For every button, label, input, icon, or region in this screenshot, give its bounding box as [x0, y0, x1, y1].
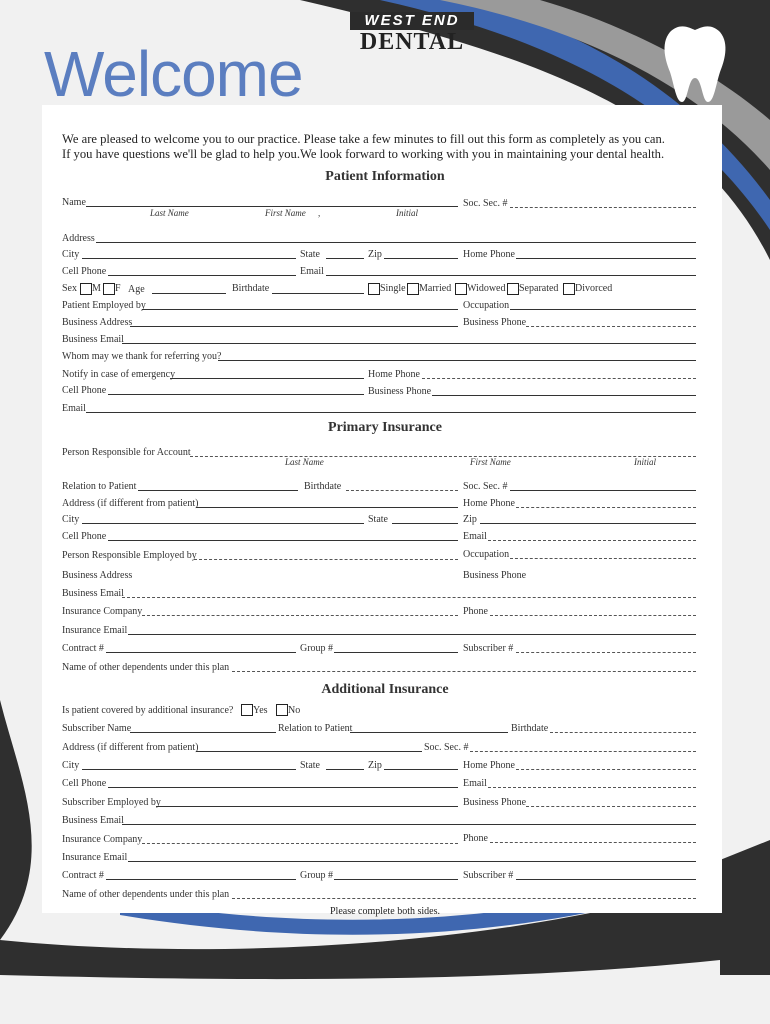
pi-insurance-email-label: Insurance Email	[62, 625, 128, 636]
married-checkbox[interactable]	[407, 283, 419, 295]
birthdate-field[interactable]	[272, 293, 364, 294]
ai-dependents-label: Name of other dependents under this plan	[62, 889, 230, 900]
em-business-phone-label: Business Phone	[368, 386, 432, 397]
ai-email-field[interactable]	[488, 787, 696, 788]
em-cell-phone-field[interactable]	[108, 394, 364, 395]
divorced-checkbox[interactable]	[563, 283, 575, 295]
single-checkbox[interactable]	[368, 283, 380, 295]
pi-city-field[interactable]	[82, 523, 364, 524]
ai-soc-sec-field[interactable]	[470, 751, 696, 752]
ai-employed-by-field[interactable]	[156, 806, 458, 807]
footer-note: Please complete both sides.	[330, 906, 440, 917]
pi-dependents-field[interactable]	[232, 671, 696, 672]
single-label: Single	[380, 283, 406, 294]
ai-phone-field[interactable]	[490, 842, 696, 843]
pi-zip-field[interactable]	[480, 523, 696, 524]
business-email-label: Business Email	[62, 334, 124, 345]
pi-business-phone-label: Business Phone	[463, 570, 527, 581]
em-email-field[interactable]	[86, 412, 696, 413]
ai-insurance-company-field[interactable]	[142, 843, 458, 844]
ai-zip-field[interactable]	[384, 769, 458, 770]
ai-contract-field[interactable]	[106, 879, 296, 880]
widowed-label: Widowed	[467, 283, 506, 294]
name-label: Name	[62, 197, 86, 208]
cell-phone-label: Cell Phone	[62, 266, 107, 277]
pi-phone-label: Phone	[463, 606, 488, 617]
ai-state-field[interactable]	[326, 769, 364, 770]
pi-home-phone-field[interactable]	[516, 507, 696, 508]
pi-subscriber-field[interactable]	[516, 652, 696, 653]
pi-first-name-caption: First Name	[470, 457, 511, 467]
soc-sec-label: Soc. Sec. #	[463, 198, 508, 209]
separated-checkbox[interactable]	[507, 283, 519, 295]
ai-home-phone-label: Home Phone	[463, 760, 515, 771]
ai-relation-field[interactable]	[350, 732, 508, 733]
age-label: Age	[128, 284, 145, 295]
ai-business-email-field[interactable]	[122, 824, 696, 825]
pi-insurance-company-label: Insurance Company	[62, 606, 143, 617]
pi-insurance-email-field[interactable]	[128, 634, 696, 635]
email-field[interactable]	[326, 275, 696, 276]
ai-city-label: City	[62, 760, 80, 771]
pi-email-field[interactable]	[488, 540, 696, 541]
ai-insurance-email-label: Insurance Email	[62, 852, 128, 863]
ai-soc-sec-label: Soc. Sec. #	[424, 742, 469, 753]
pi-occupation-field[interactable]	[510, 558, 696, 559]
sex-m-checkbox[interactable]	[80, 283, 92, 295]
ai-relation-label: Relation to Patient	[278, 723, 353, 734]
responsible-field[interactable]	[190, 456, 696, 457]
pi-business-address-label: Business Address	[62, 570, 133, 581]
pi-home-phone-label: Home Phone	[463, 498, 515, 509]
pi-address-label: Address (if different from patient)	[62, 498, 199, 509]
pi-occupation-label: Occupation	[463, 549, 510, 560]
pi-contract-field[interactable]	[106, 652, 296, 653]
pi-state-field[interactable]	[392, 523, 458, 524]
pi-insurance-company-field[interactable]	[142, 615, 458, 616]
sex-f-checkbox[interactable]	[103, 283, 115, 295]
pi-relation-field[interactable]	[138, 490, 298, 491]
ai-subscriber-name-label: Subscriber Name	[62, 723, 132, 734]
business-email-field[interactable]	[122, 343, 696, 344]
age-field[interactable]	[152, 293, 226, 294]
address-field[interactable]	[96, 242, 696, 243]
sex-f-label: F	[115, 283, 121, 294]
pi-phone-field[interactable]	[490, 615, 696, 616]
ai-group-label: Group #	[300, 870, 334, 881]
sex-label: Sex	[62, 283, 77, 294]
pi-group-label: Group #	[300, 643, 334, 654]
pi-city-label: City	[62, 514, 80, 525]
address-label: Address	[62, 233, 95, 244]
married-label: Married	[419, 283, 452, 294]
ai-birthdate-label: Birthdate	[511, 723, 549, 734]
state-label: State	[300, 249, 320, 260]
referral-field[interactable]	[218, 360, 696, 361]
pi-birthdate-field[interactable]	[346, 490, 458, 491]
comma-caption: ,	[318, 208, 321, 218]
intro-text	[62, 132, 722, 162]
sex-m-label: M	[92, 283, 101, 294]
pi-soc-sec-label: Soc. Sec. #	[463, 481, 508, 492]
pi-business-email-field[interactable]	[122, 597, 696, 598]
birthdate-label: Birthdate	[232, 283, 270, 294]
ai-subscriber-name-field[interactable]	[130, 732, 276, 733]
pi-relation-label: Relation to Patient	[62, 481, 137, 492]
business-phone-label: Business Phone	[463, 317, 527, 328]
welcome-heading: Welcome	[44, 38, 303, 110]
ai-business-email-label: Business Email	[62, 815, 124, 826]
employed-by-label: Patient Employed by	[62, 300, 146, 311]
pi-contract-label: Contract #	[62, 643, 104, 654]
ai-subscriber-label: Subscriber #	[463, 870, 514, 881]
home-phone-label: Home Phone	[463, 249, 515, 260]
patient-info-title: Patient Information	[325, 169, 445, 184]
pi-subscriber-label: Subscriber #	[463, 643, 514, 654]
covered-no-label: No	[288, 705, 301, 716]
zip-label: Zip	[368, 249, 382, 260]
ai-cell-phone-label: Cell Phone	[62, 778, 107, 789]
covered-yes-label: Yes	[253, 705, 268, 716]
ai-zip-label: Zip	[368, 760, 382, 771]
ai-phone-label: Phone	[463, 833, 488, 844]
ai-contract-label: Contract #	[62, 870, 104, 881]
email-label: Email	[300, 266, 324, 277]
pi-email-label: Email	[463, 531, 487, 542]
intro-line-2: If you have questions we'll be glad to help you.We look forward to working with you in maintaining your dental health.	[62, 147, 665, 161]
name-field[interactable]	[86, 206, 458, 207]
initial-caption: Initial	[396, 208, 418, 218]
ai-business-phone-label: Business Phone	[463, 797, 527, 808]
ai-address-label: Address (if different from patient)	[62, 742, 199, 753]
primary-insurance-title: Primary Insurance	[328, 420, 442, 435]
employed-by-field[interactable]	[142, 309, 458, 310]
ai-email-label: Email	[463, 778, 487, 789]
pi-soc-sec-field[interactable]	[510, 490, 696, 491]
ai-insurance-company-label: Insurance Company	[62, 834, 143, 845]
covered-label: Is patient covered by additional insurance?	[62, 705, 234, 716]
ai-dependents-field[interactable]	[232, 898, 696, 899]
covered-no-checkbox[interactable]	[276, 704, 288, 716]
em-cell-phone-label: Cell Phone	[62, 385, 107, 396]
ai-business-phone-field[interactable]	[526, 806, 696, 807]
logo-top-text: WEST END	[350, 12, 474, 30]
last-name-caption: Last Name	[150, 208, 189, 218]
tooth-icon	[660, 22, 730, 104]
ai-birthdate-field[interactable]	[550, 732, 696, 733]
pi-state-label: State	[368, 514, 388, 525]
pi-employed-by-label: Person Responsible Employed by	[62, 550, 197, 561]
ai-address-field[interactable]	[196, 751, 422, 752]
ai-state-label: State	[300, 760, 320, 771]
city-field[interactable]	[82, 258, 296, 259]
ai-city-field[interactable]	[82, 769, 296, 770]
occupation-field[interactable]	[510, 309, 696, 310]
ai-home-phone-field[interactable]	[516, 769, 696, 770]
pi-business-email-label: Business Email	[62, 588, 124, 599]
intro-line-1: We are pleased to welcome you to our practice. Please take a few minutes to fill out this form as completely as you can.	[62, 132, 665, 146]
pi-address-field[interactable]	[196, 507, 458, 508]
business-address-label: Business Address	[62, 317, 133, 328]
emergency-field[interactable]	[170, 378, 364, 379]
covered-yes-checkbox[interactable]	[241, 704, 253, 716]
em-home-phone-field[interactable]	[422, 378, 696, 379]
pi-group-field[interactable]	[334, 652, 458, 653]
cell-phone-field[interactable]	[108, 275, 296, 276]
home-phone-field[interactable]	[516, 258, 696, 259]
state-field[interactable]	[326, 258, 364, 259]
em-email-label: Email	[62, 403, 86, 414]
pi-cell-phone-field[interactable]	[108, 540, 458, 541]
logo-bottom-text: DENTAL	[359, 29, 465, 55]
zip-field[interactable]	[384, 258, 458, 259]
ai-insurance-email-field[interactable]	[128, 861, 696, 862]
first-name-caption: First Name	[265, 208, 306, 218]
business-address-field[interactable]	[130, 326, 458, 327]
soc-sec-field[interactable]	[510, 207, 696, 208]
pi-last-name-caption: Last Name	[285, 457, 324, 467]
pi-dependents-label: Name of other dependents under this plan	[62, 662, 230, 673]
ai-group-field[interactable]	[334, 879, 458, 880]
pi-employed-by-field[interactable]	[194, 559, 458, 560]
referral-label: Whom may we thank for referring you?	[62, 351, 222, 362]
occupation-label: Occupation	[463, 300, 510, 311]
logo	[350, 12, 474, 56]
pi-initial-caption: Initial	[634, 457, 656, 467]
pi-birthdate-label: Birthdate	[304, 481, 342, 492]
city-label: City	[62, 249, 80, 260]
business-phone-field[interactable]	[526, 326, 696, 327]
ai-subscriber-field[interactable]	[516, 879, 696, 880]
ai-cell-phone-field[interactable]	[108, 787, 458, 788]
additional-insurance-title: Additional Insurance	[321, 682, 449, 697]
em-home-phone-label: Home Phone	[368, 369, 420, 380]
ai-employed-by-label: Subscriber Employed by	[62, 797, 161, 808]
em-business-phone-field[interactable]	[432, 395, 696, 396]
divorced-label: Divorced	[575, 283, 613, 294]
emergency-label: Notify in case of emergency	[62, 369, 176, 380]
widowed-checkbox[interactable]	[455, 283, 467, 295]
responsible-label: Person Responsible for Account	[62, 447, 191, 458]
separated-label: Separated	[519, 283, 559, 294]
pi-cell-phone-label: Cell Phone	[62, 531, 107, 542]
pi-zip-label: Zip	[463, 514, 477, 525]
